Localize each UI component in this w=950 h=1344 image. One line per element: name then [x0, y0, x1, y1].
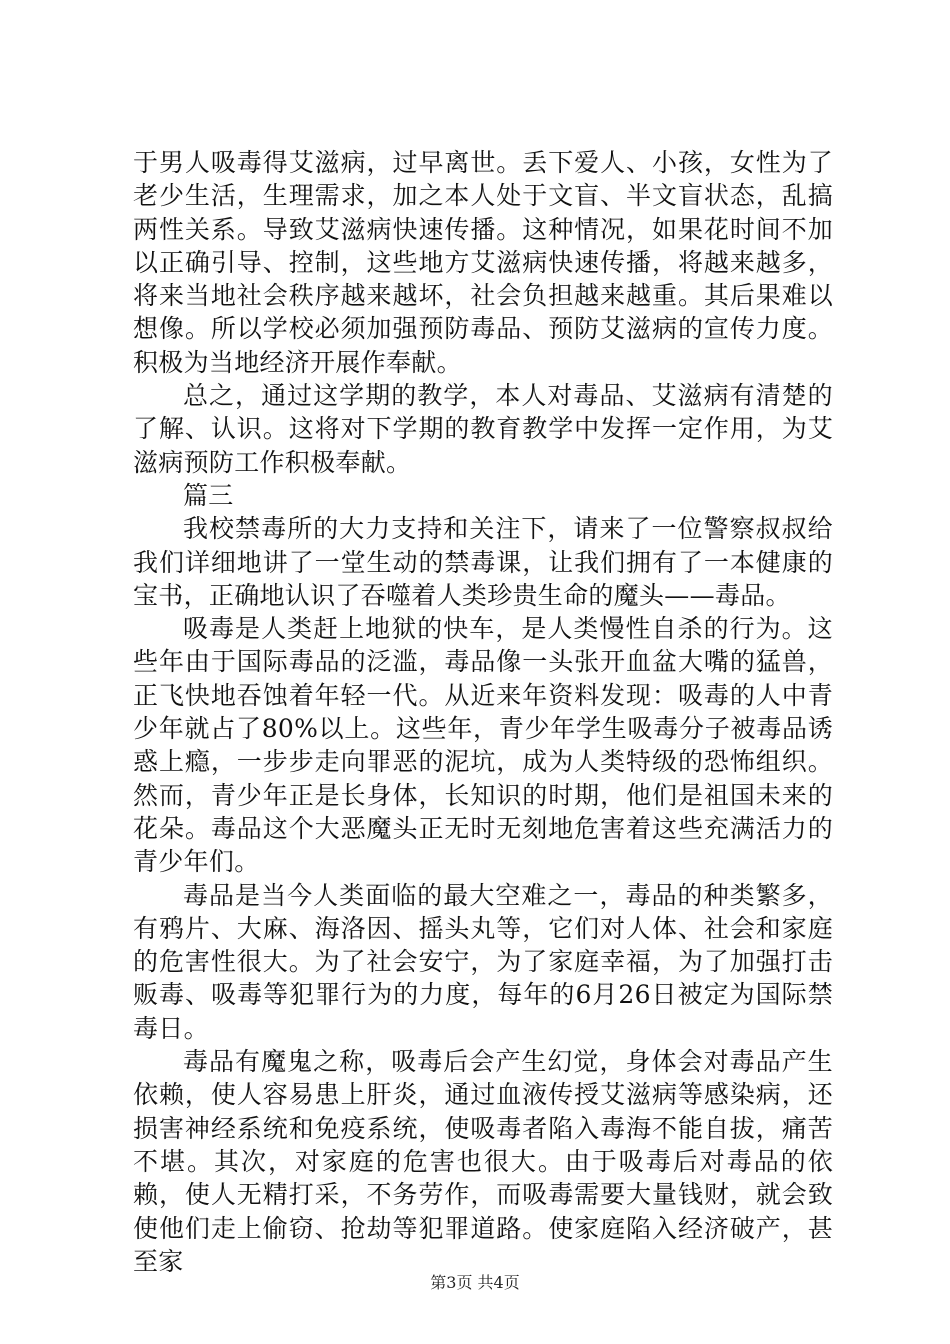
paragraph-2: 总之，通过这学期的教学，本人对毒品、艾滋病有清楚的了解、认识。这将对下学期的教育教学中发挥一定作用，为艾滋病预防工作积极奉献。 — [133, 381, 833, 477]
paragraph-1: 于男人吸毒得艾滋病，过早离世。丢下爱人、小孩，女性为了老少生活，生理需求，加之本人处于文盲、半文盲状态，乱搞两性关系。导致艾滋病快速传播。这种情况，如果花时间不加以正确引导、控制，这些地方艾滋病快速传播，将越来越多，将来当地社会秩序越来越坏，社会负担越来越重。其后果难以想像。所以学校必须加强预防毒品、预防艾滋病的宣传力度。积极为当地经济开展作奉献。 — [133, 148, 833, 377]
document-body — [133, 146, 833, 1278]
page-footer — [0, 1273, 950, 1293]
paragraph-4: 吸毒是人类赶上地狱的快车，是人类慢性自杀的行为。这些年由于国际毒品的泛滥，毒品像一头张开血盆大嘴的猛兽，正飞快地吞蚀着年轻一代。从近来年资料发现：吸毒的人中青少年就占了80%以上。这些年，青少年学生吸毒分子被毒品诱惑上瘾，一步步走向罪恶的泥坑，成为人类特级的恐怖组织。然而，青少年正是长身体，长知识的时期，他们是祖国未来的花朵。毒品这个大恶魔头正无时无刻地危害着这些充满活力的青少年们。 — [133, 614, 833, 877]
paragraph-5: 毒品是当今人类面临的最大空难之一，毒品的种类繁多，有鸦片、大麻、海洛因、摇头丸等，它们对人体、社会和家庭的危害性很大。为了社会安宁，为了家庭幸福，为了加强打击贩毒、吸毒等犯罪行为的力度，每年的6月26日被定为国际禁毒日。 — [133, 880, 833, 1043]
paragraph-3: 我校禁毒所的大力支持和关注下，请来了一位警察叔叔给我们详细地讲了一堂生动的禁毒课，让我们拥有了一本健康的宝书，正确地认识了吞噬着人类珍贵生命的魔头——毒品。 — [133, 514, 833, 610]
paragraph-6: 毒品有魔鬼之称，吸毒后会产生幻觉，身体会对毒品产生依赖，使人容易患上肝炎，通过血液传授艾滋病等感染病，还损害神经系统和免疫系统，使吸毒者陷入毒海不能自拔，痛苦不堪。其次，对家庭的危害也很大。由于吸毒后对毒品的依赖，使人无精打采，不务劳作，而吸毒需要大量钱财，就会致使他们走上偷窃、抢劫等犯罪道路。使家庭陷入经济破产，甚至家 — [133, 1047, 833, 1276]
section-heading: 篇三 — [183, 480, 234, 510]
page-number: 第3页 共4页 — [430, 1273, 520, 1292]
